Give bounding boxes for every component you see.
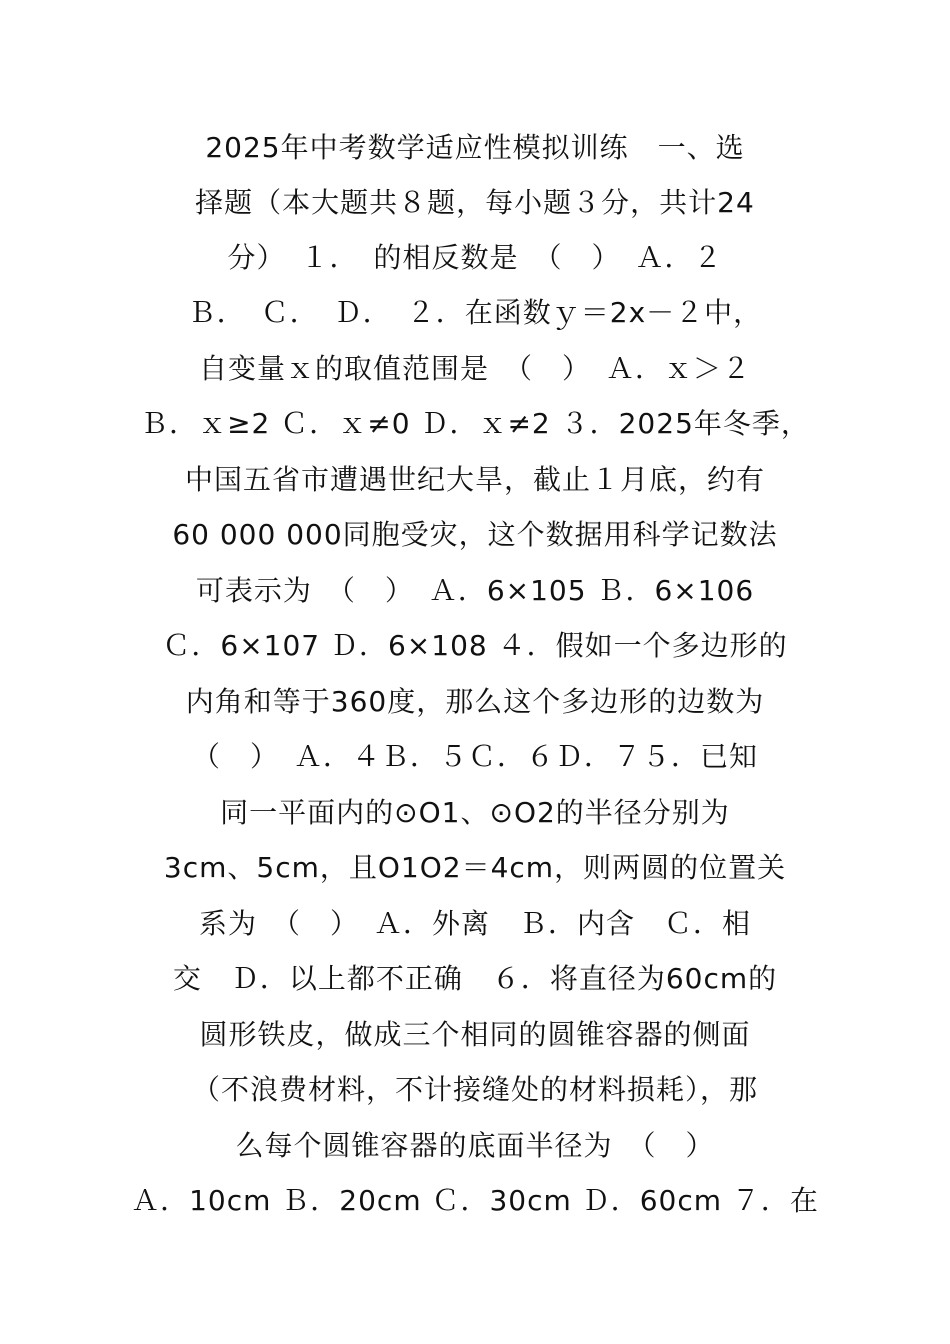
- text-line: 择题（本大题共８题，每小题３分，共计24: [195, 186, 755, 219]
- text-line: 3cm、5cm，且O1O2＝4cm，则两圆的位置关: [163, 851, 787, 884]
- text-line: （不浪费材料，不计接缝处的材料损耗），那: [191, 1073, 758, 1106]
- text-line: 分） １． 的相反数是 （ ） Ａ．２: [227, 241, 723, 274]
- text-line: 圆形铁皮，做成三个相同的圆锥容器的侧面: [199, 1018, 751, 1051]
- text-line: 可表示为 （ ） Ａ．6×105 Ｂ．6×106: [195, 574, 755, 607]
- text-line: 同一平面内的⊙O1、⊙O2的半径分别为: [220, 796, 730, 829]
- text-line: 中国五省市遭遇世纪大旱，截止１月底，约有: [184, 463, 765, 496]
- text-line: Ｃ．6×107 Ｄ．6×108 ４．假如一个多边形的: [162, 629, 788, 662]
- text-line: 自变量ｘ的取值范围是 （ ） Ａ．ｘ＞２: [198, 352, 751, 385]
- text-line: 2025年中考数学适应性模拟训练 一、选: [205, 131, 745, 164]
- text-line: （ ） Ａ．４Ｂ．５Ｃ．６Ｄ．７５．已知: [191, 740, 758, 773]
- text-line: 60 000 000同胞受灾，这个数据用科学记数法: [172, 518, 778, 551]
- text-line: 么每个圆锥容器的底面半径为 （ ）: [235, 1129, 715, 1162]
- text-line: 系为 （ ） Ａ．外离 Ｂ．内含 Ｃ．相: [198, 907, 751, 940]
- text-line: Ｂ． Ｃ． Ｄ． ２．在函数ｙ＝2x－２中，: [187, 296, 763, 329]
- text-line: 内角和等于360度，那么这个多边形的边数为: [185, 685, 765, 718]
- text-line: 交 Ｄ．以上都不正确 ６．将直径为60cm的: [172, 962, 778, 995]
- text-line: Ａ．10cm Ｂ．20cm Ｃ．30cm Ｄ．60cm ７．在: [131, 1184, 819, 1217]
- text-line: Ｂ．ｘ≥2 Ｃ．ｘ≠0 Ｄ．ｘ≠2 ３．2025年冬季，: [140, 407, 810, 440]
